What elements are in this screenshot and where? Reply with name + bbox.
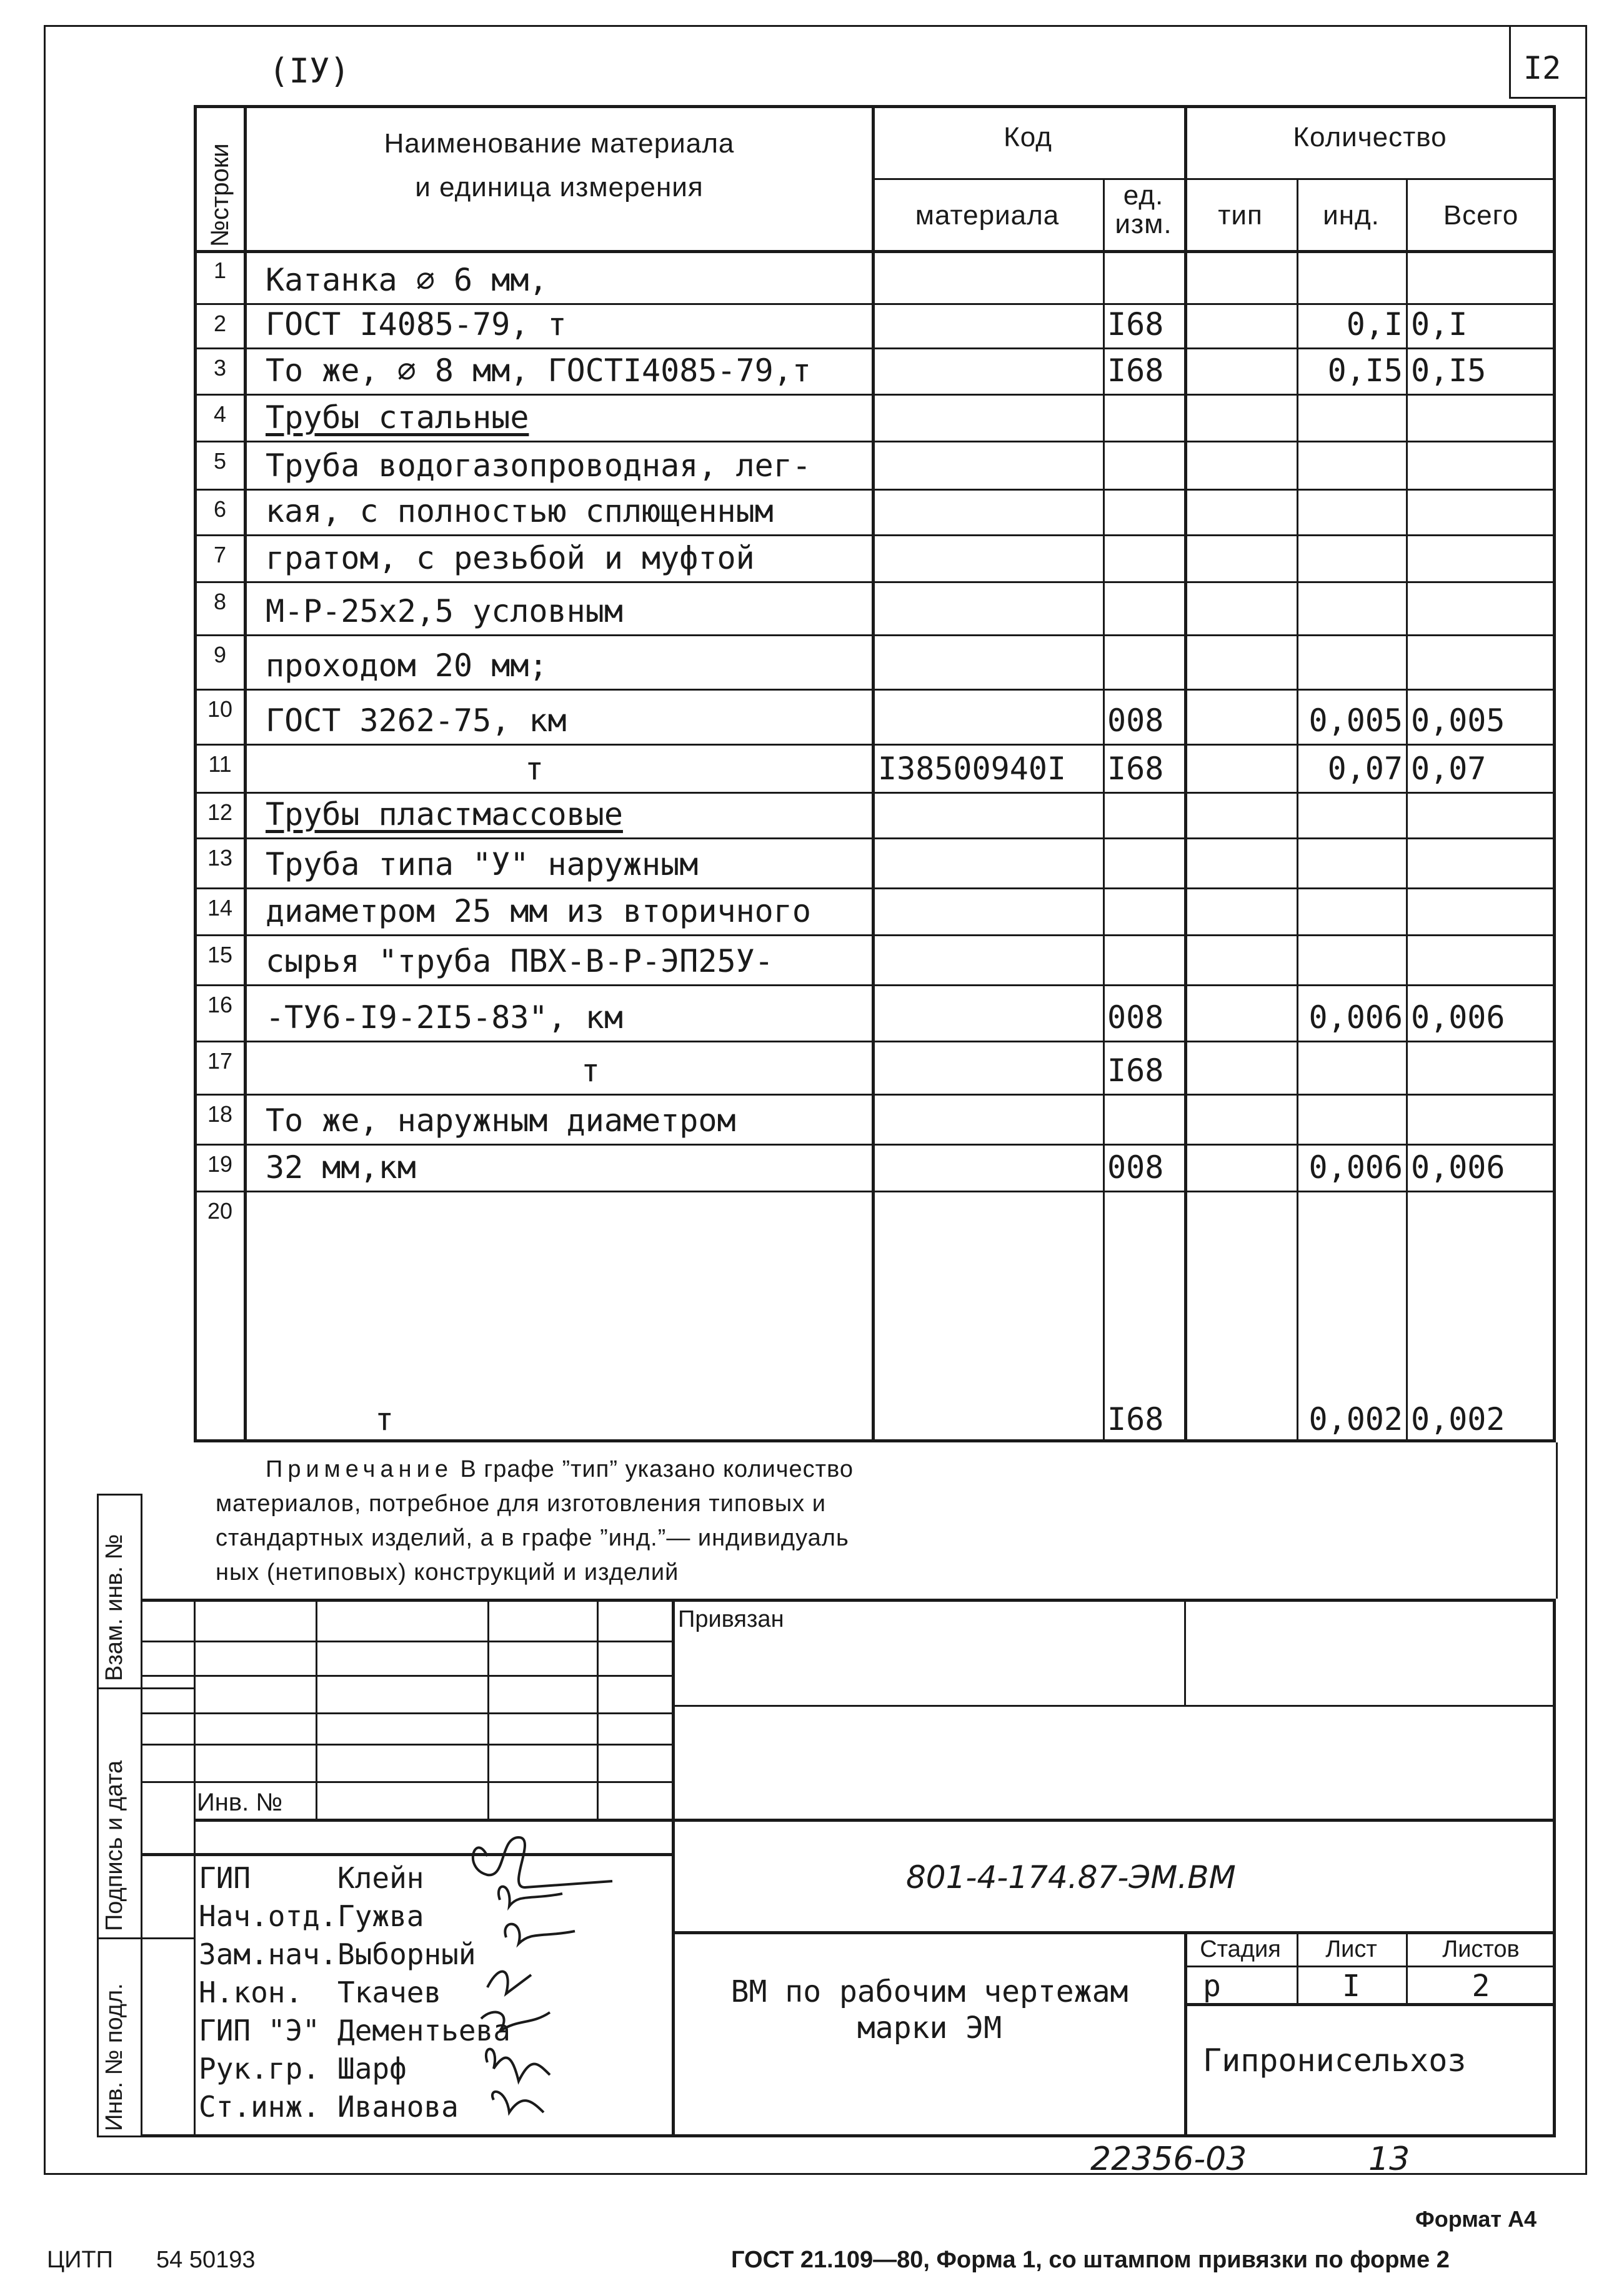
signer-name: Выборный	[337, 1937, 476, 1971]
material-name: гратом, с резьбой и муфтой	[266, 540, 755, 576]
sheet-label: Лист	[1325, 1936, 1377, 1962]
sheets-label: Листов	[1442, 1936, 1520, 1962]
section-label: (IУ)	[269, 51, 351, 91]
signer-role: Рук.гр.	[199, 2052, 320, 2086]
material-name: 32 мм,км	[266, 1149, 416, 1186]
note	[216, 1456, 854, 1586]
material-name: ГОСТ 3262-75, км	[266, 702, 567, 739]
material-name: Катанка ⌀ 6 мм,	[266, 262, 548, 298]
unit-code: I68	[1107, 1052, 1164, 1089]
row-number: 1	[213, 257, 227, 283]
material-name: ГОСТ I4085-79, т	[266, 306, 567, 342]
signer-role: Нач.отд.	[199, 1899, 337, 1933]
qty-total: 0,005	[1411, 702, 1505, 739]
material-name: т	[375, 1401, 394, 1437]
note-line3: стандартных изделий, а в графе ”инд.”— индивидуаль	[216, 1525, 849, 1551]
material-name: -ТУ6-I9-2I5-83", км	[266, 999, 623, 1036]
signer-name: Клейн	[337, 1861, 424, 1895]
signer-name: Дементьева	[337, 2014, 511, 2047]
col-code-unit: ед. изм.	[1115, 180, 1172, 239]
material-name: То же, ⌀ 8 мм, ГОСТI4085-79,т	[266, 352, 811, 389]
signer-role: ГИП	[199, 1861, 251, 1895]
col-row-number: №строки	[206, 143, 234, 247]
unit-code: 008	[1107, 999, 1164, 1036]
row-number: 5	[213, 448, 227, 474]
material-name: То же, наружным диаметром	[266, 1102, 736, 1139]
col-name-line1: Наименование материала	[384, 128, 735, 159]
row-number: 6	[213, 496, 227, 522]
unit-code: I68	[1107, 306, 1164, 342]
col-qty: Количество	[1293, 122, 1447, 152]
qty-ind: 0,I	[1346, 306, 1403, 342]
material-name: Трубы пластмассовые	[266, 796, 623, 832]
signer-role: ГИП "Э"	[199, 2014, 320, 2047]
signature-scribbles	[450, 1819, 662, 2131]
signer-name: Гужва	[337, 1899, 424, 1933]
doc-title	[675, 1974, 1184, 2046]
row-number: 18	[207, 1101, 233, 1127]
row-number: 3	[213, 355, 227, 381]
material-name: Труба водогазопроводная, лег-	[266, 447, 811, 484]
side-vzam: Взам. инв. №	[101, 1534, 127, 1681]
signer-name: Ткачев	[337, 1976, 442, 2009]
stage-label: Стадия	[1200, 1936, 1281, 1962]
row-number: 4	[213, 401, 227, 427]
material-name: т	[525, 751, 544, 787]
row-number: 13	[207, 845, 233, 871]
unit-code: 008	[1107, 702, 1164, 739]
footer-right: ГОСТ 21.109—80, Форма 1, со штампом привязки по форме 2	[731, 2247, 1450, 2273]
row-number: 7	[213, 542, 227, 567]
row-number: 17	[207, 1048, 233, 1074]
doc-code-text: 801-4-174.87-ЭМ.ВМ	[906, 1859, 1236, 1896]
col-qty-total: Всего	[1443, 200, 1519, 231]
material-name: М-Р-25х2,5 условным	[266, 593, 623, 629]
row-number: 19	[207, 1151, 233, 1177]
signer-role: Н.кон.	[199, 1976, 303, 2009]
note-label: Примечание	[266, 1456, 453, 1482]
side-inv-podl: Инв. № подл.	[101, 1983, 127, 2131]
inv-no-label: Инв. №	[197, 1789, 283, 1816]
stage-value: р	[1203, 1969, 1221, 2004]
row-number: 2	[213, 311, 227, 336]
qty-total: 0,I5	[1411, 352, 1487, 389]
footer-left-code: 54 50193	[156, 2247, 256, 2273]
qty-total: 0,002	[1411, 1401, 1505, 1437]
material-code: I38500940I	[878, 751, 1067, 787]
sheet-value: I	[1342, 1969, 1360, 2004]
qty-total: 0,006	[1411, 999, 1505, 1036]
qty-ind: 0,002	[1308, 1401, 1403, 1437]
unit-code: 008	[1107, 1149, 1164, 1186]
organization: Гипронисельхоз	[1203, 2042, 1467, 2079]
signer-name: Иванова	[337, 2090, 459, 2124]
qty-total: 0,006	[1411, 1149, 1505, 1186]
row-number: 10	[207, 696, 233, 722]
qty-total: 0,I	[1411, 306, 1468, 342]
material-name: сырья "труба ПВХ-В-Р-ЭП25У-	[266, 943, 774, 979]
row-number: 14	[207, 895, 233, 921]
row-number: 11	[208, 751, 232, 777]
unit-code: I68	[1107, 1401, 1164, 1437]
unit-code: I68	[1107, 352, 1164, 389]
note-line1: В графе ”тип” указано количество	[460, 1456, 854, 1482]
col-code: Код	[1004, 122, 1052, 152]
qty-total: 0,07	[1411, 751, 1487, 787]
handwritten-page: 13	[1368, 2141, 1410, 2178]
row-number: 20	[207, 1198, 233, 1224]
row-number: 8	[213, 589, 227, 614]
footer-left: ЦИТП	[47, 2247, 113, 2273]
row-number: 16	[207, 992, 233, 1017]
col-qty-ind: инд.	[1323, 200, 1380, 231]
qty-ind: 0,005	[1308, 702, 1403, 739]
sheets-value: 2	[1472, 1969, 1490, 2004]
row-number: 9	[213, 642, 227, 667]
material-name: кая, с полностью сплющенным	[266, 493, 774, 529]
privyazan-label: Привязан	[678, 1606, 784, 1632]
material-name: проходом 20 мм;	[266, 647, 548, 684]
side-podpis: Подпись и дата	[101, 1760, 127, 1931]
doc-title-line1: ВМ по рабочим чертежам	[730, 1974, 1128, 2009]
signer-role: Зам.нач.	[199, 1937, 337, 1971]
qty-ind: 0,006	[1308, 999, 1403, 1036]
qty-ind: 0,006	[1308, 1149, 1403, 1186]
unit-code: I68	[1107, 751, 1164, 787]
qty-ind: 0,I5	[1327, 352, 1403, 389]
signer-role: Ст.инж.	[199, 2090, 320, 2124]
col-name	[247, 128, 872, 203]
row-number: 12	[207, 799, 233, 825]
format-label: Формат А4	[1415, 2206, 1537, 2232]
material-name: Трубы стальные	[266, 399, 529, 436]
note-line4: ных (нетиповых) конструкций и изделий	[216, 1559, 679, 1586]
col-name-line2: и единица измерения	[415, 172, 704, 202]
material-name: диаметром 25 мм из вторичного	[266, 893, 811, 929]
row-number: 15	[207, 942, 233, 967]
doc-title-line2: марки ЭМ	[857, 2011, 1002, 2046]
doc-code	[906, 1859, 1236, 1896]
sheet-number: I2	[1523, 50, 1562, 86]
col-code-material: материала	[915, 200, 1060, 231]
note-line2: материалов, потребное для изготовления типовых и	[216, 1491, 826, 1517]
material-name: т	[581, 1052, 600, 1089]
signer-name: Шарф	[337, 2052, 407, 2086]
material-name: Труба типа "У" наружным	[266, 846, 699, 882]
handwritten-number: 22356-03	[1090, 2141, 1247, 2178]
qty-ind: 0,07	[1327, 751, 1403, 787]
col-qty-type: тип	[1218, 200, 1263, 231]
